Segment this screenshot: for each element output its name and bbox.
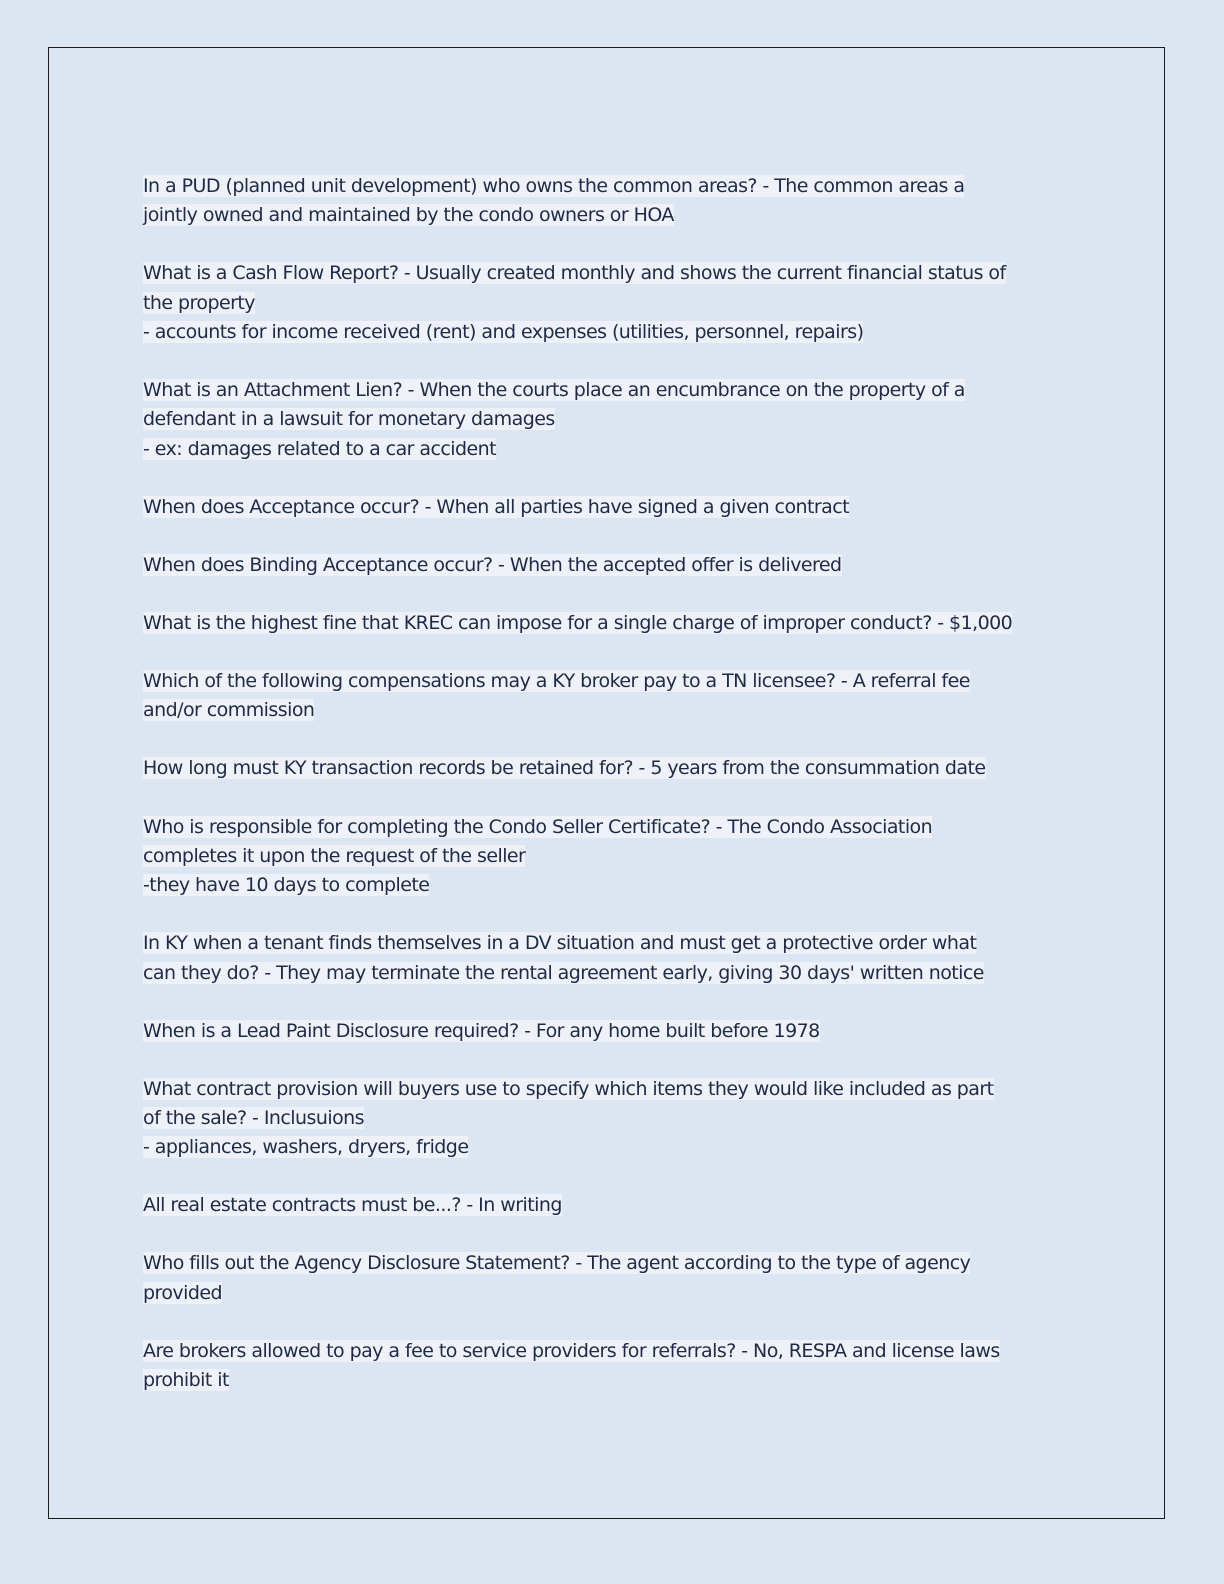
qa-line: - ex: damages related to a car accident (143, 437, 497, 460)
qa-item (143, 1249, 1083, 1308)
qa-line: and/or commission (143, 699, 315, 722)
qa-item (143, 1191, 1083, 1220)
qa-line: can they do? - They may terminate the rental agreement early, giving 30 days' written notice (143, 961, 984, 984)
qa-line: jointly owned and maintained by the condo owners or HOA (143, 204, 674, 227)
qa-item (143, 1337, 1083, 1396)
qa-item (143, 376, 1083, 464)
qa-item (143, 551, 1083, 580)
qa-line: What is an Attachment Lien? - When the courts place an encumbrance on the property of a (143, 379, 965, 402)
qa-line: When is a Lead Paint Disclosure required? - For any home built before 1978 (143, 1019, 820, 1042)
qa-line: Who fills out the Agency Disclosure Statement? - The agent according to the type of agency (143, 1252, 971, 1275)
qa-item (143, 493, 1083, 522)
qa-line: provided (143, 1281, 223, 1304)
qa-line: Are brokers allowed to pay a fee to service providers for referrals? - No, RESPA and license laws (143, 1339, 1000, 1362)
qa-line: the property (143, 291, 255, 314)
qa-line: - accounts for income received (rent) and expenses (utilities, personnel, repairs) (143, 320, 864, 343)
qa-item (143, 813, 1083, 901)
qa-line: How long must KY transaction records be retained for? - 5 years from the consummation date (143, 757, 986, 780)
qa-line: What is a Cash Flow Report? - Usually created monthly and shows the current financial status of (143, 262, 1006, 285)
qa-item (143, 172, 1083, 231)
qa-line: prohibit it (143, 1369, 229, 1392)
qa-item (143, 929, 1083, 988)
qa-line: In a PUD (planned unit development) who owns the common areas? - The common areas a (143, 175, 965, 197)
qa-item (143, 667, 1083, 726)
qa-line: Which of the following compensations may a KY broker pay to a TN licensee? - A referral fee (143, 670, 970, 693)
qa-line: defendant in a lawsuit for monetary damages (143, 408, 555, 431)
qa-line: When does Acceptance occur? - When all parties have signed a given contract (143, 495, 850, 518)
qa-item (143, 1075, 1083, 1163)
qa-line: - appliances, washers, dryers, fridge (143, 1136, 469, 1159)
qa-line: Who is responsible for completing the Condo Seller Certificate? - The Condo Association (143, 815, 933, 838)
qa-line: of the sale? - Inclusuions (143, 1107, 365, 1129)
qa-item (143, 754, 1083, 783)
qa-line: completes it upon the request of the seller (143, 844, 526, 867)
qa-item (143, 259, 1083, 347)
qa-line: What contract provision will buyers use to specify which items they would like included as part (143, 1077, 994, 1100)
qa-line: All real estate contracts must be...? - In writing (143, 1194, 562, 1217)
flashcard-list (143, 172, 1083, 1424)
qa-line: In KY when a tenant finds themselves in a DV situation and must get a protective order what (143, 932, 977, 955)
qa-item (143, 609, 1083, 638)
qa-line: What is the highest fine that KREC can impose for a single charge of improper conduct? - $1,000 (143, 611, 1013, 634)
qa-line: -they have 10 days to complete (143, 874, 430, 897)
qa-line: When does Binding Acceptance occur? - When the accepted offer is delivered (143, 553, 842, 576)
qa-item (143, 1017, 1083, 1046)
